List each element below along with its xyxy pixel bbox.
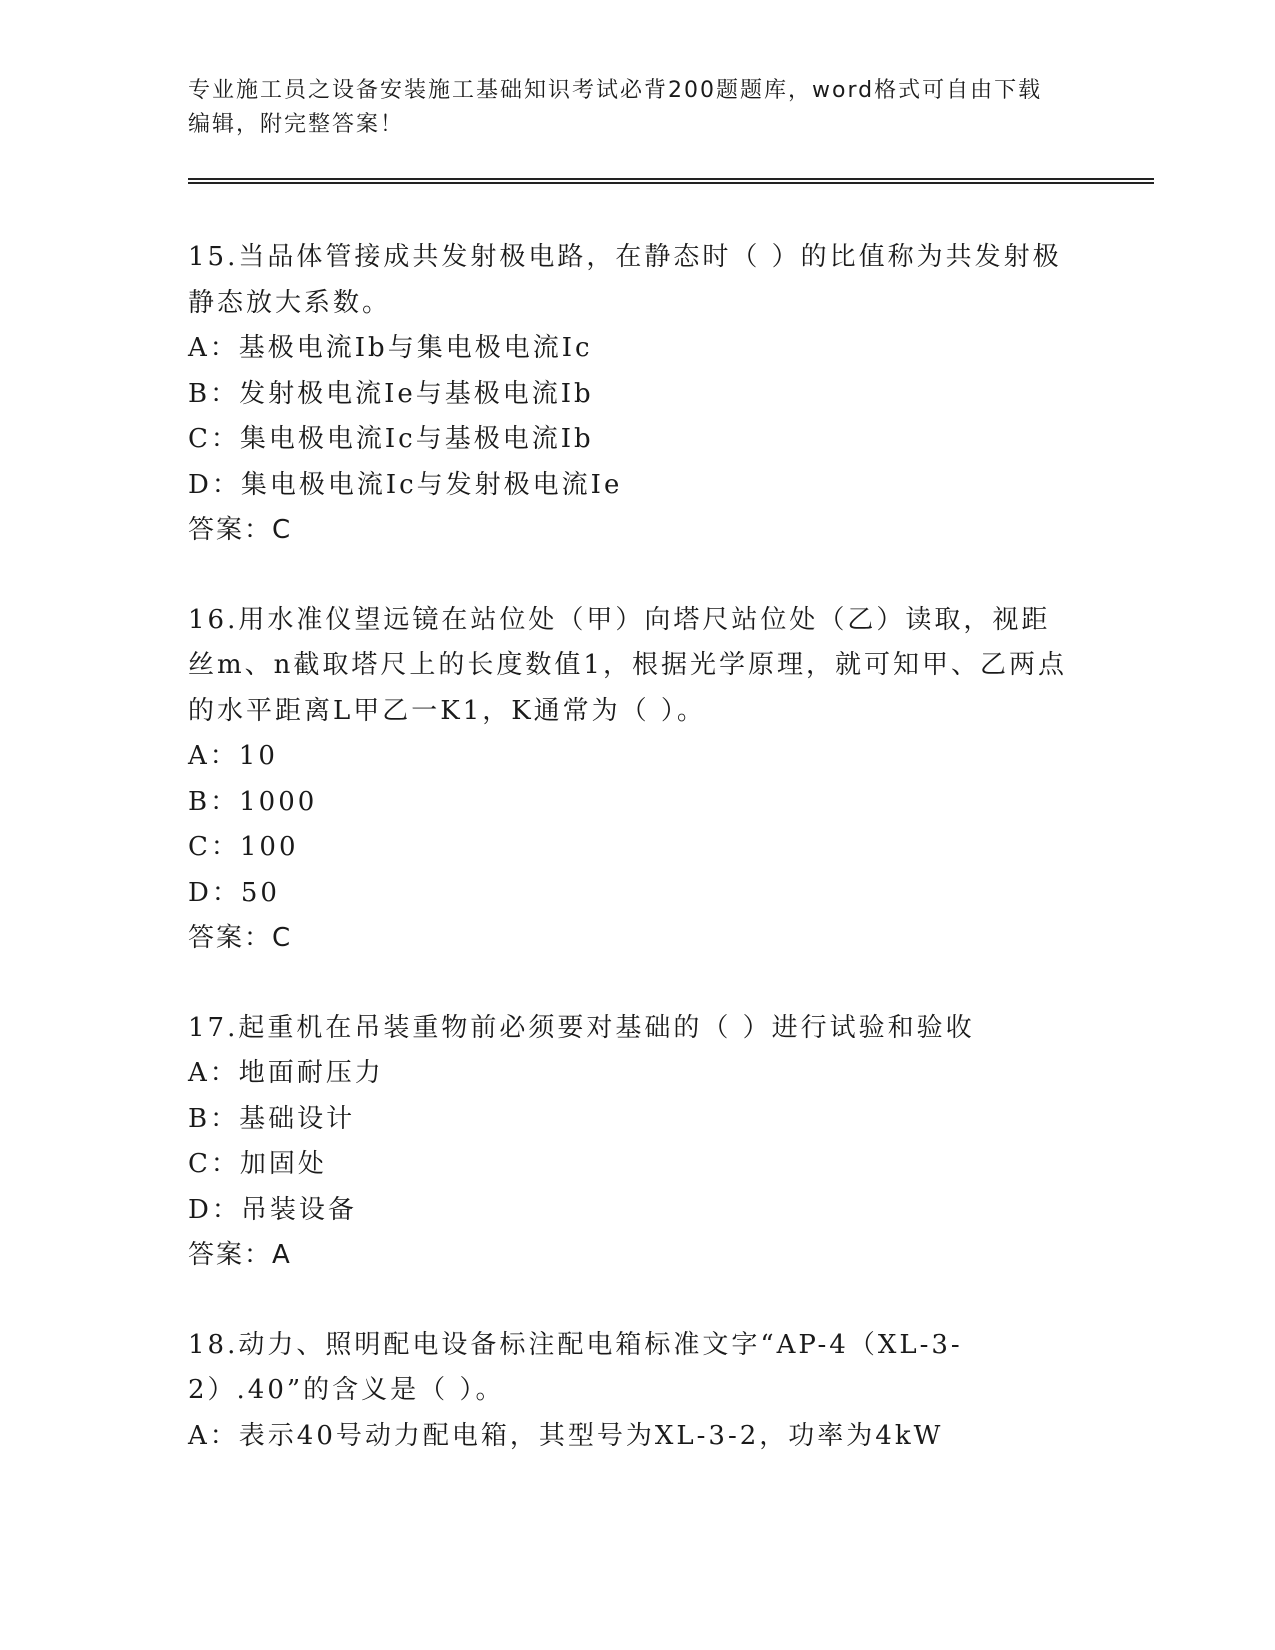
option-c: C：集电极电流Ic与基极电流Ib	[188, 424, 594, 454]
answer-line: 答案：C	[188, 515, 293, 545]
question-15	[188, 235, 1088, 554]
option-a: A：10	[188, 741, 278, 771]
option-b: B：基础设计	[188, 1103, 356, 1134]
question-list	[188, 235, 1088, 1503]
option-c: C：加固处	[188, 1149, 327, 1179]
question-text: 18.动力、照明配电设备标注配电箱标准文字“AP-4（XL-3-2）.40”的含义是（ ）。	[188, 1329, 963, 1405]
option-d: D：50	[188, 877, 280, 908]
question-text: 16.用水准仪望远镜在站位处（甲）向塔尺站位处（乙）读取，视距丝m、n截取塔尺上的长度数值1，根据光学原理，就可知甲、乙两点的水平距离L甲乙一K1，K通常为（ ）。	[188, 604, 1067, 726]
option-d: D：集电极电流Ic与发射极电流Ie	[188, 469, 623, 500]
option-a: A：表示40号动力配电箱，其型号为XL-3-2，功率为4kW	[188, 1420, 944, 1451]
answer-line: 答案：A	[188, 1240, 292, 1270]
question-17	[188, 1006, 1088, 1279]
document-header	[188, 74, 1068, 142]
option-d: D：吊装设备	[188, 1194, 357, 1225]
option-b: B：1000	[188, 786, 318, 817]
question-16	[188, 598, 1088, 962]
question-text: 15.当品体管接成共发射极电路，在静态时（ ）的比值称为共发射极静态放大系数。	[188, 242, 1062, 318]
option-a: A：地面耐压力	[188, 1058, 384, 1088]
question-text: 17.起重机在吊装重物前必须要对基础的（ ）进行试验和验收	[188, 1012, 975, 1043]
answer-line: 答案：C	[188, 923, 293, 953]
question-18	[188, 1323, 1088, 1460]
option-a: A：基极电流Ib与集电极电流Ic	[188, 333, 593, 363]
header-divider	[188, 178, 1154, 184]
header-line-2: 编辑，附完整答案！	[188, 112, 405, 137]
option-b: B：发射极电流Ie与基极电流Ib	[188, 378, 594, 409]
option-c: C：100	[188, 832, 299, 862]
header-line-1: 专业施工员之设备安装施工基础知识考试必背200题题库，word格式可自由下载	[188, 78, 1043, 103]
